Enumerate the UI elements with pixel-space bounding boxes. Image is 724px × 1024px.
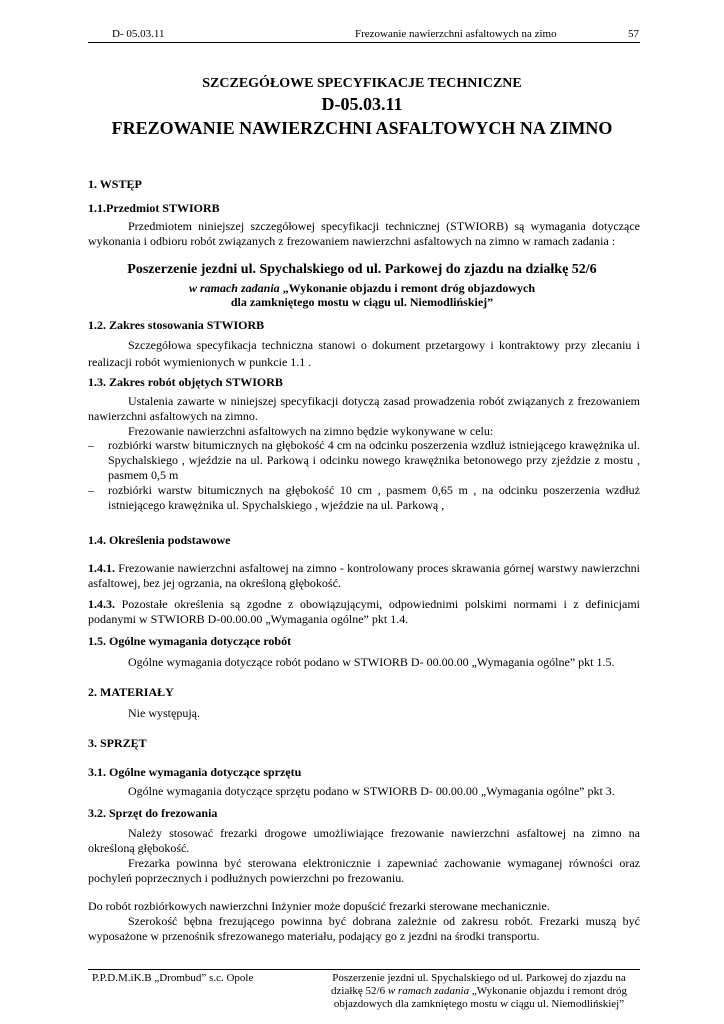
- section-3-heading: 3. SPRZĘT: [88, 736, 147, 750]
- section-1-heading: 1. WSTĘP: [88, 177, 142, 191]
- section-3-1-text: Ogólne wymagania dotyczące sprzętu podano w STWIORB D- 00.00.00 „Wymagania ogólne” pkt 3.: [128, 784, 615, 798]
- title-spec-code: D-05.03.11: [321, 94, 403, 114]
- section-3-2-text-3: Do robót rozbiórkowych nawierzchni Inżynier może dopuścić frezarki sterowane mechanicznie.: [88, 899, 550, 913]
- title-spec-type: SZCZEGÓŁOWE SPECYFIKACJE TECHNICZNE: [202, 76, 522, 91]
- section-3-2-text-4: Szerokość bębna frezującego powinna być dobrana zależnie od zakresu robót. Frezarki muszą być wyposażone w przenośnik sfrezowanego materiału, podający go z jezdni na środki transportu.: [88, 914, 640, 943]
- section-1-3-text-1: Ustalenia zawarte w niniejszej specyfikacji dotyczą zasad prowadzenia robót związanych z frezowaniem nawierzchni asfaltowych na zimno.: [88, 394, 640, 423]
- footer-project-line-3: objazdowych dla zamkniętego mostu w ciągu ul. Niemodlińskiej”: [333, 998, 625, 1010]
- header-doc-code: D- 05.03.11: [112, 28, 165, 40]
- footer-project-prefix: w ramach zadania: [387, 985, 470, 997]
- bullet-text-2: rozbiórki warstw bitumicznych na głębokość 10 cm , pasmem 0,65 m , na odcinku poszerzenia wzdłuż istniejącego krawężnika ul. Spychalskiego , wjeździe na ul. Parkową ,: [108, 483, 640, 512]
- section-1-1-heading: 1.1.Przedmiot STWIORB: [88, 201, 220, 215]
- section-1-4-heading: 1.4. Określenia podstawowe: [88, 533, 231, 547]
- section-1-4-3-text: [88, 597, 640, 627]
- section-1-3-text-2: Frezowanie nawierzchni asfaltowych na zimno będzie wykonywane w celu:: [128, 424, 494, 438]
- dash-bullet-icon: –: [88, 438, 94, 452]
- header-doc-title: Frezowanie nawierzchni asfaltowych na zimo: [355, 28, 557, 40]
- section-1-4-1-body: Frezowanie nawierzchni asfaltowej na zimno - kontrolowany proces skrawania górnej warstwy nawierzchni asfaltowej, bez jej ogrzania, na określoną głębokość.: [88, 561, 640, 590]
- footer-project-task: „Wykonanie objazdu i remont dróg: [469, 985, 627, 997]
- project-task-name-2: dla zamkniętego mostu w ciągu ul. Niemodlińskiej”: [230, 295, 494, 309]
- section-1-5-text: Ogólne wymagania dotyczące robót podano w STWIORB D- 00.00.00 „Wymagania ogólne” pkt 1.5.: [128, 655, 615, 669]
- footer-divider: [88, 969, 640, 970]
- project-task-name-1: „Wykonanie objazdu i remont dróg objazdowych: [282, 281, 536, 295]
- section-2-text: Nie występują.: [128, 706, 200, 720]
- section-1-4-1-number: 1.4.1.: [88, 561, 115, 575]
- footer-project: [318, 972, 640, 1011]
- section-1-3-heading: 1.3. Zakres robót objętych STWIORB: [88, 375, 283, 389]
- footer-company: P.P.D.M.iK.B „Drombud” s.c. Opole: [92, 972, 254, 984]
- section-1-4-3-number: 1.4.3.: [88, 597, 115, 611]
- section-1-2-text: Szczegółowa specyfikacja techniczna stanowi o dokument przetargowy i kontraktowy przy zlecaniu i realizacji robót wymienionych w punkcie 1.1 .: [88, 338, 640, 369]
- header-page-number: 57: [628, 28, 639, 40]
- title-spec-name: FREZOWANIE NAWIERZCHNI ASFALTOWYCH NA ZIMNO: [111, 118, 613, 138]
- footer-project-line-1: Poszerzenie jezdni ul. Spychalskiego od ul. Parkowej do zjazdu na: [332, 972, 626, 984]
- project-title: Poszerzenie jezdni ul. Spychalskiego od ul. Parkowej do zjazdu na działkę 52/6: [127, 262, 597, 277]
- bullet-text-1: rozbiórki warstw bitumicznych na głębokość 4 cm na odcinku poszerzenia wzdłuż istniejącego krawężnika ul. Spychalskiego , wjeździe na ul. Parkową i odcinku nowego krawężnika betonowego przy zjeździe z mostu , pasmem 0,5 m: [108, 438, 640, 482]
- section-1-2-heading: 1.2. Zakres stosowania STWIORB: [88, 318, 265, 332]
- footer-project-plot: działkę 52/6: [331, 985, 388, 997]
- header-divider: [88, 42, 640, 43]
- list-item: [88, 438, 640, 483]
- project-task-line-1: [60, 281, 664, 295]
- section-1-1-text: Przedmiotem niniejszej szczegółowej specyfikacji technicznej (STWIORB) są wymagania dotyczące wykonania i odbioru robót związanych z frezowaniem nawierzchni asfaltowych na zimno w ramach zadania :: [88, 219, 640, 248]
- section-3-2-text-1: Należy stosować frezarki drogowe umożliwiające frezowanie nawierzchni asfaltowej na zimno na określoną głębokość.: [88, 826, 640, 855]
- section-3-2-heading: 3.2. Sprzęt do frezowania: [88, 806, 218, 820]
- section-2-heading: 2. MATERIAŁY: [88, 685, 174, 699]
- project-task-prefix: w ramach zadania: [188, 281, 283, 295]
- dash-bullet-icon: –: [88, 483, 94, 497]
- footer-project-line-2: [318, 985, 640, 998]
- section-3-2-text-2: Frezarka powinna być sterowana elektronicznie i zapewniać zachowanie wymaganej równości oraz pochyleń poprzecznych i podłużnych powierzchni po frezowaniu.: [88, 856, 640, 885]
- section-1-5-heading: 1.5. Ogólne wymagania dotyczące robót: [88, 634, 292, 648]
- section-1-4-3-body: Pozostałe określenia są zgodne z obowiązującymi, odpowiednimi polskimi normami i z definicjami podanymi w STWIORB D-00.00.00 „Wymagania ogólne” pkt 1.4.: [88, 597, 640, 626]
- section-1-4-1-text: [88, 561, 640, 591]
- list-item: [88, 483, 640, 513]
- section-3-1-heading: 3.1. Ogólne wymagania dotyczące sprzętu: [88, 765, 302, 779]
